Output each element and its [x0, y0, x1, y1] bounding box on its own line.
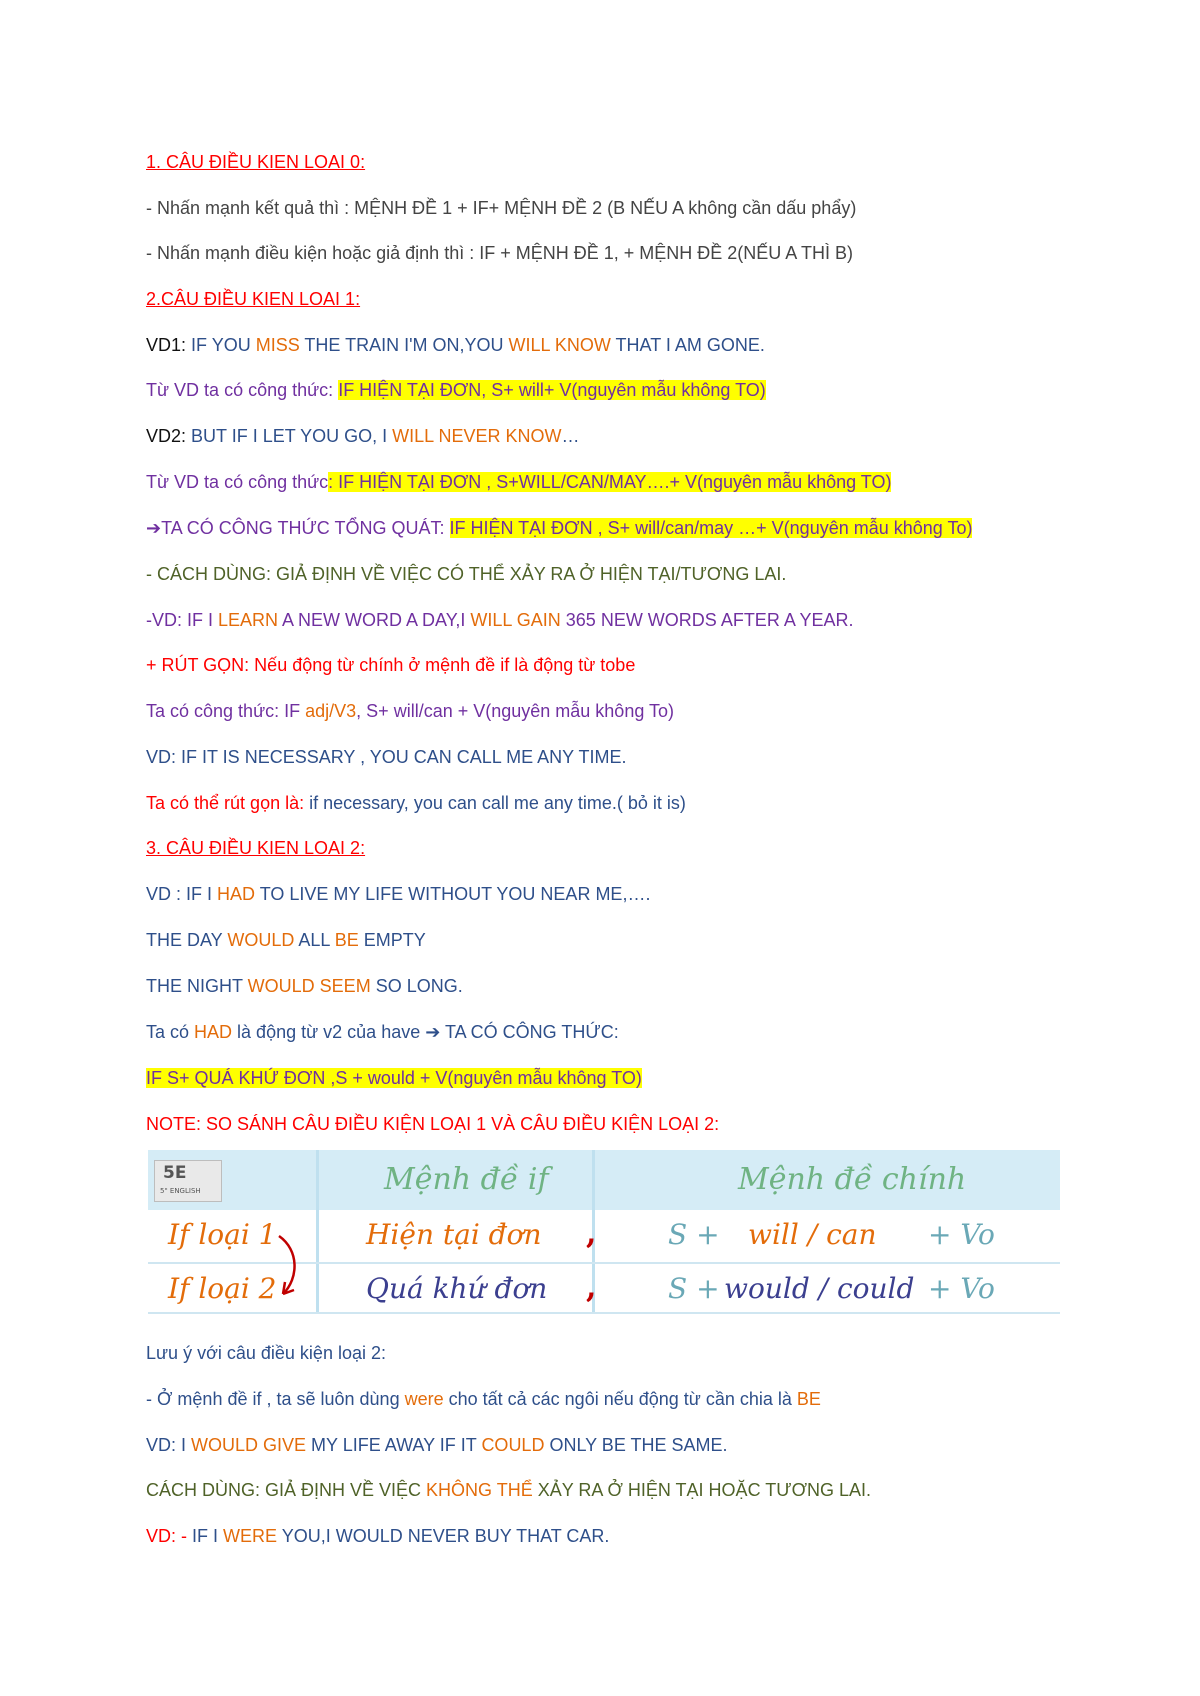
- modal-type2: would / could: [724, 1272, 915, 1305]
- example-vd4: VD: IF IT IS NECESSARY , YOU CAN CALL ME ANY TIME.: [146, 747, 627, 767]
- shorten-rule: + RÚT GỌN: Nếu động từ chính ở mệnh đề if là động từ tobe: [146, 655, 636, 675]
- highlighted-formula: IF S+ QUÁ KHỨ ĐƠN ,S + would + V(nguyên mẫu không TO): [146, 1068, 642, 1088]
- formula-3: Ta có công thức: IF adj/V3, S+ will/can + V(nguyên mẫu không To): [146, 701, 675, 721]
- comma-mark: ,: [586, 1270, 597, 1305]
- highlighted-formula: IF HIỆN TẠI ĐƠN , S+ will/can/may …+ V(nguyên mẫu không To): [449, 518, 973, 538]
- highlighted-formula: : IF HIỆN TẠI ĐƠN , S+WILL/CAN/MAY….+ V(nguyên mẫu không TO): [328, 472, 892, 492]
- type0-result-emphasis: - Nhấn mạnh kết quả thì : MỆNH ĐỀ 1 + IF+ MỆNH ĐỀ 2 (B NẾU A không cần dấu phẩy): [146, 198, 857, 218]
- tense-type2: Quá khứ đơn: [366, 1272, 548, 1305]
- row-label-type1: If loại 1: [168, 1218, 277, 1251]
- verb-type1: + Vo: [928, 1218, 995, 1251]
- verb-type2: + Vo: [928, 1272, 995, 1305]
- usage-type-1: - CÁCH DÙNG: GIẢ ĐỊNH VỀ VIỆC CÓ THỂ XẢY RA Ở HIỆN TẠI/TƯƠNG LAI.: [146, 564, 787, 584]
- arrow-right-icon: ➔: [425, 1022, 441, 1042]
- example-vd1: VD1: IF YOU MISS THE TRAIN I'M ON,YOU WILL KNOW THAT I AM GONE.: [146, 335, 765, 355]
- curved-arrow-icon: [273, 1232, 313, 1302]
- example-vd5: VD : IF I HAD TO LIVE MY LIFE WITHOUT YOU NEAR ME,….: [146, 884, 651, 904]
- heading-type-0: 1. CÂU ĐIỀU KIEN LOAI 0:: [146, 152, 366, 172]
- highlighted-formula: IF HIỆN TẠI ĐƠN, S+ will+ V(nguyên mẫu không TO): [338, 380, 766, 400]
- example-vd5-line3: THE NIGHT WOULD SEEM SO LONG.: [146, 976, 463, 996]
- arrow-right-icon: ➔: [146, 518, 162, 538]
- header-main-clause: Mệnh đề chính: [738, 1162, 967, 1197]
- example-vd6: VD: I WOULD GIVE MY LIFE AWAY IF IT COULD ONLY BE THE SAME.: [146, 1435, 728, 1455]
- row-divider: [148, 1312, 1060, 1314]
- comma-mark: ,: [586, 1216, 597, 1251]
- heading-type-1: 2.CÂU ĐIỀU KIEN LOAI 1:: [146, 289, 361, 309]
- usage-type-2: CÁCH DÙNG: GIẢ ĐỊNH VỀ VIỆC KHÔNG THỂ XẢY RA Ở HIỆN TẠI HOẶC TƯƠNG LAI.: [146, 1480, 872, 1500]
- formula-2: Từ VD ta có công thức: IF HIỆN TẠI ĐƠN , S+WILL/CAN/MAY….+ V(nguyên mẫu không TO): [146, 472, 892, 492]
- formula-1: Từ VD ta có công thức: IF HIỆN TẠI ĐƠN, S+ will+ V(nguyên mẫu không TO): [146, 380, 766, 400]
- comparison-table-image: [148, 1150, 1060, 1314]
- had-note: Ta có HAD là động từ v2 của have ➔ TA CÓ CÔNG THỨC:: [146, 1022, 619, 1042]
- example-vd2: VD2: BUT IF I LET YOU GO, I WILL NEVER KNOW…: [146, 426, 580, 446]
- formula-4: [146, 1066, 642, 1090]
- 5e-english-logo: 5E 5" ENGLISH: [154, 1160, 222, 1202]
- header-if-clause: Mệnh đề if: [384, 1162, 549, 1197]
- subject-type1: S +: [668, 1218, 720, 1251]
- example-vd3: -VD: IF I LEARN A NEW WORD A DAY,I WILL GAIN 365 NEW WORDS AFTER A YEAR.: [146, 610, 854, 630]
- example-vd7: VD: - IF I WERE YOU,I WOULD NEVER BUY THAT CAR.: [146, 1526, 610, 1546]
- type2-note: Lưu ý với câu điều kiện loại 2:: [146, 1343, 386, 1363]
- example-vd5-line2: THE DAY WOULD ALL BE EMPTY: [146, 930, 426, 950]
- heading-type-2: 3. CÂU ĐIỀU KIEN LOAI 2:: [146, 838, 366, 858]
- row-label-type2: If loại 2: [168, 1272, 277, 1305]
- subject-type2: S +: [668, 1272, 720, 1305]
- modal-type1: will / can: [748, 1218, 877, 1251]
- comparison-note: NOTE: SO SÁNH CÂU ĐIỀU KIỆN LOẠI 1 VÀ CÂU ĐIỀU KIỆN LOẠI 2:: [146, 1114, 720, 1134]
- were-note: - Ở mệnh đề if , ta sẽ luôn dùng were cho tất cả các ngôi nếu động từ cần chia là BE: [146, 1389, 821, 1409]
- general-formula: ➔TA CÓ CÔNG THỨC TỔNG QUÁT: IF HIỆN TẠI ĐƠN , S+ will/can/may …+ V(nguyên mẫu không To): [146, 518, 973, 538]
- column-divider: [316, 1150, 319, 1314]
- type0-condition-emphasis: - Nhấn mạnh điều kiện hoặc giả định thì : IF + MỆNH ĐỀ 1, + MỆNH ĐỀ 2(NẾU A THÌ B): [146, 243, 853, 263]
- tense-type1: Hiện tại đơn: [366, 1218, 542, 1251]
- shortened-example: Ta có thể rút gọn là: if necessary, you can call me any time.( bỏ it is): [146, 793, 686, 813]
